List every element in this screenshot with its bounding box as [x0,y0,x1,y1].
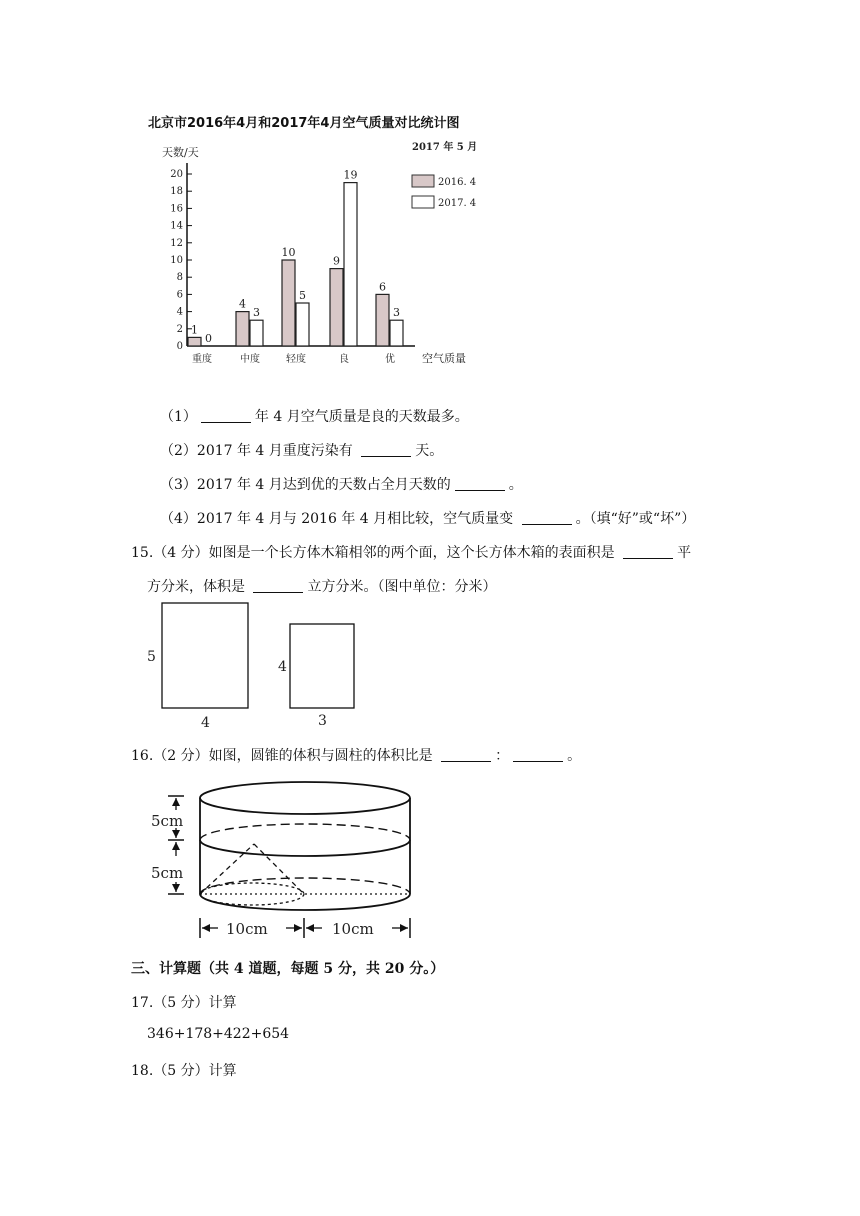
answer-blank[interactable] [623,544,673,559]
question-3-text: （3）2017 年 4 月达到优的天数占全月天数的 [160,477,451,493]
arrow-head [172,830,180,838]
cylinder-top-ellipse [200,782,410,814]
figure-15-rectangles [140,595,380,735]
question-15-text-3: 立方分米。（图中单位：分米） [307,579,497,595]
y-tick-label: 10 [170,255,183,266]
question-15-line-1 [131,542,691,562]
question-18-heading: 18.（5 分）计算 [131,1063,237,1079]
y-tick-label: 14 [170,220,183,232]
question-1-prefix: （1） [160,409,197,425]
lower-height-label: 5cm [151,864,184,882]
answer-blank[interactable] [201,408,251,423]
y-tick-label: 0 [176,341,183,352]
right-width-label: 10cm [332,920,374,938]
bar-2016 [188,337,201,346]
question-3 [160,474,523,494]
ratio-colon: ： [495,748,510,764]
answer-blank[interactable] [441,747,491,762]
bottom-ellipse-front [200,894,410,910]
arrow-head [202,924,210,932]
bar-2016 [282,260,295,346]
arrow-head [172,842,180,850]
bar-value-label: 3 [393,306,400,320]
y-axis-label: 天数/天 [162,146,199,159]
bar-2016 [330,269,343,346]
upper-height-label: 5cm [151,812,184,830]
category-label: 轻度 [286,354,306,365]
bar-value-label: 0 [205,332,212,345]
bar-2017 [296,303,309,346]
left-width-label: 10cm [226,920,268,938]
question-15-line-2 [147,576,496,596]
y-tick-label: 20 [170,169,183,180]
bar-2017 [344,183,357,346]
middle-ellipse-back [200,824,410,840]
figure-16-cylinder-cone [148,778,423,943]
question-4-suffix: 。（填“好”或“坏”） [575,511,696,527]
arrow-head [172,798,180,806]
question-16-text: 16.（2 分）如图，圆锥的体积与圆柱的体积比是 [131,748,438,764]
bar-value-label: 19 [343,168,358,182]
bar-value-label: 5 [299,289,306,302]
question-1 [160,406,469,426]
legend-label-2017: 2017. 4 [438,198,477,209]
arrow-head [306,924,314,932]
category-label: 优 [385,354,395,365]
question-16-suffix: 。 [567,748,582,764]
arrow-head [172,884,180,892]
y-tick-label: 6 [176,289,183,301]
face-rectangle-large [162,603,248,708]
cone-right-edge [254,844,304,894]
small-rect-height-label: 4 [278,659,287,675]
category-label: 中度 [240,354,260,365]
answer-blank[interactable] [522,510,572,525]
answer-blank[interactable] [513,747,563,762]
bar-2017 [250,320,263,346]
question-4-text: （4）2017 年 4 月与 2016 年 4 月相比较，空气质量变 [160,511,518,527]
large-rect-height-label: 5 [147,649,156,665]
middle-ellipse-front [200,840,410,856]
question-15-text-end: 平 [677,545,692,561]
small-rect-width-label: 3 [318,713,327,729]
answer-blank[interactable] [455,476,505,491]
legend-swatch-2017 [412,196,434,208]
question-1-text: 年 4 月空气质量是良的天数最多。 [254,409,469,425]
question-3-suffix: 。 [508,477,523,493]
bar-value-label: 10 [281,246,296,259]
chart-date-note: 2017 年 5 月 [412,142,478,153]
bar-value-label: 9 [333,254,340,268]
question-2 [160,440,443,460]
legend-label-2016: 2016. 4 [438,177,477,188]
y-tick-label: 12 [170,237,183,249]
bar-2016 [376,294,389,346]
question-4 [160,508,695,528]
y-tick-label: 8 [176,272,183,284]
category-label: 重度 [192,354,212,365]
question-15-text-2: 方分米，体积是 [147,579,250,595]
bar-chart [140,135,500,375]
answer-blank[interactable] [253,578,303,593]
answer-blank[interactable] [361,442,411,457]
y-tick-label: 2 [176,323,183,335]
arrow-head [400,924,408,932]
bar-value-label: 3 [253,306,260,320]
bar-value-label: 1 [191,323,198,337]
legend-swatch-2016 [412,175,434,187]
question-17-expression: 346+178+422+654 [147,1026,290,1042]
bar-value-label: 4 [239,297,246,311]
bar-2017 [390,320,403,346]
y-tick-label: 18 [170,186,183,198]
x-axis-label: 空气质量 [422,352,466,365]
question-2-suffix: 天。 [415,443,444,459]
question-17-heading: 17.（5 分）计算 [131,995,237,1011]
arrow-head [294,924,302,932]
question-15-text: 15.（4 分）如图是一个长方体木箱相邻的两个面，这个长方体木箱的表面积是 [131,545,620,561]
chart-legend [412,175,476,209]
category-label: 良 [339,354,349,365]
question-2-text: （2）2017 年 4 月重度污染有 [160,443,358,459]
bar-value-label: 6 [379,280,386,294]
large-rect-width-label: 4 [201,715,210,731]
question-16 [131,745,581,765]
bottom-ellipse-back [200,878,410,894]
section-heading: 三、计算题（共 4 道题，每题 5 分，共 20 分。） [131,961,445,977]
face-rectangle-small [290,624,354,708]
bar-2016 [236,312,249,346]
y-tick-label: 4 [176,306,183,318]
y-tick-label: 16 [170,203,183,215]
chart-title: 北京市2016年4月和2017年4月空气质量对比统计图 [148,116,460,131]
